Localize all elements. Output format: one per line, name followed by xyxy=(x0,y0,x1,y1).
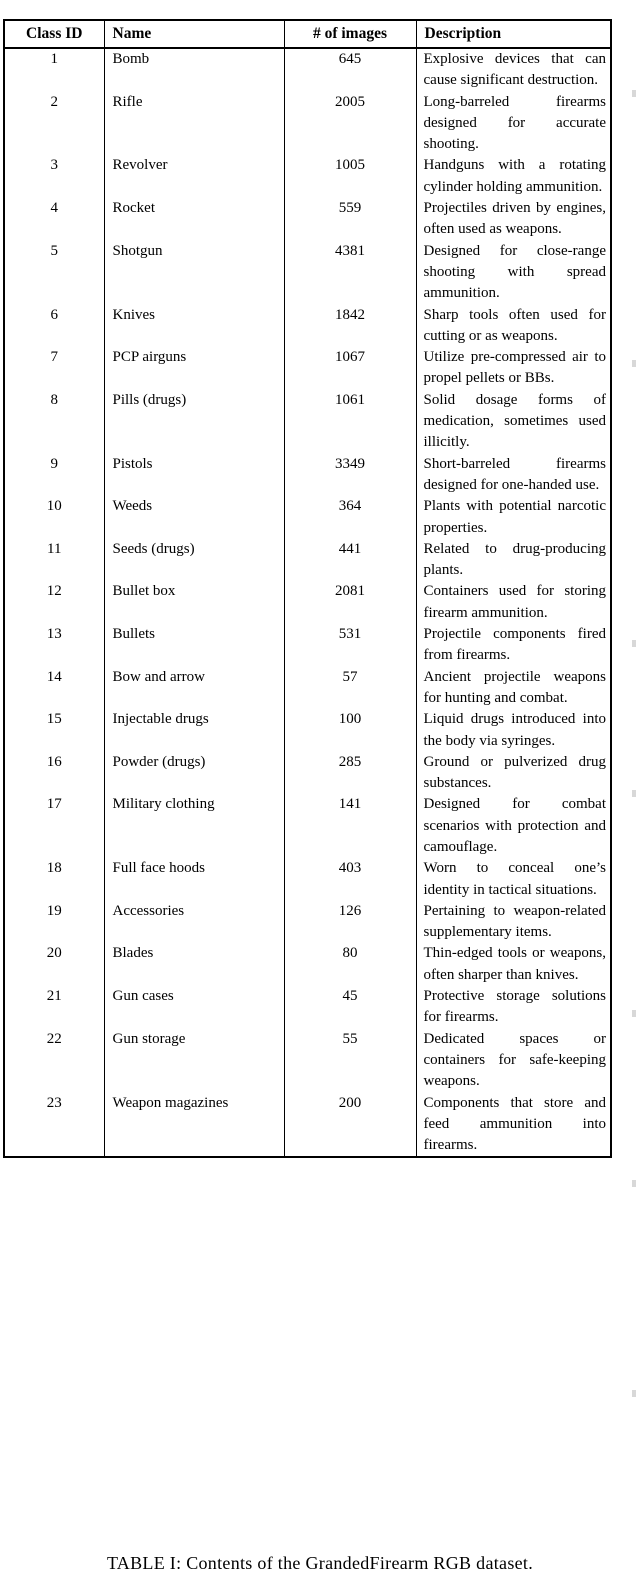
table-row xyxy=(4,539,611,582)
cell-num-images: 1067 xyxy=(284,347,416,390)
cell-num-images: 403 xyxy=(284,858,416,901)
page-edge-mark xyxy=(632,1390,636,1397)
table-row xyxy=(4,986,611,1029)
cell-num-images: 141 xyxy=(284,794,416,858)
table-header-row xyxy=(4,20,611,48)
cell-num-images: 531 xyxy=(284,624,416,667)
cell-class-id: 21 xyxy=(4,986,104,1029)
page-edge-mark xyxy=(632,90,636,97)
cell-num-images: 2081 xyxy=(284,581,416,624)
page-edge-mark xyxy=(632,360,636,367)
cell-name: Injectable drugs xyxy=(104,709,284,752)
cell-name: Bullets xyxy=(104,624,284,667)
cell-description: Handguns with a rotating cylinder holding ammunition. xyxy=(423,157,606,195)
cell-class-id: 3 xyxy=(4,155,104,198)
cell-name: Powder (drugs) xyxy=(104,752,284,795)
cell-num-images: 364 xyxy=(284,496,416,539)
cell-name: Weapon magazines xyxy=(104,1093,284,1158)
cell-class-id: 15 xyxy=(4,709,104,752)
page-edge-mark xyxy=(632,1010,636,1017)
cell-name: Pills (drugs) xyxy=(104,390,284,454)
table-row xyxy=(4,155,611,198)
cell-class-id: 19 xyxy=(4,901,104,944)
table-row xyxy=(4,901,611,944)
cell-name: Revolver xyxy=(104,155,284,198)
table-row xyxy=(4,581,611,624)
cell-name: Seeds (drugs) xyxy=(104,539,284,582)
cell-name: Bullet box xyxy=(104,581,284,624)
cell-num-images: 441 xyxy=(284,539,416,582)
cell-name: Blades xyxy=(104,943,284,986)
cell-num-images: 2005 xyxy=(284,92,416,156)
cell-name: Gun cases xyxy=(104,986,284,1029)
table-row xyxy=(4,943,611,986)
table-row xyxy=(4,198,611,241)
table-row xyxy=(4,752,611,795)
table-row xyxy=(4,347,611,390)
cell-name: Weeds xyxy=(104,496,284,539)
cell-class-id: 14 xyxy=(4,667,104,710)
table-row xyxy=(4,48,611,92)
cell-description: Liquid drugs introduced into the body via syringes. xyxy=(423,711,606,749)
cell-name: Military clothing xyxy=(104,794,284,858)
cell-class-id: 8 xyxy=(4,390,104,454)
table-row xyxy=(4,624,611,667)
cell-class-id: 20 xyxy=(4,943,104,986)
table-row xyxy=(4,241,611,305)
table-row xyxy=(4,858,611,901)
cell-class-id: 2 xyxy=(4,92,104,156)
cell-num-images: 55 xyxy=(284,1029,416,1093)
cell-name: Rifle xyxy=(104,92,284,156)
cell-num-images: 126 xyxy=(284,901,416,944)
table-row xyxy=(4,92,611,156)
cell-name: Pistols xyxy=(104,454,284,497)
cell-name: Knives xyxy=(104,305,284,348)
cell-description: Solid dosage forms of medication, sometimes used illicitly. xyxy=(423,391,606,451)
cell-num-images: 1005 xyxy=(284,155,416,198)
cell-num-images: 4381 xyxy=(284,241,416,305)
table-body xyxy=(4,48,611,1157)
table-header xyxy=(4,20,611,48)
cell-name: Full face hoods xyxy=(104,858,284,901)
page-edge-mark xyxy=(632,1180,636,1187)
cell-num-images: 1842 xyxy=(284,305,416,348)
column-header-num-images: # of images xyxy=(284,20,416,48)
cell-num-images: 45 xyxy=(284,986,416,1029)
cell-num-images: 1061 xyxy=(284,390,416,454)
cell-description: Plants with potential narcotic properties. xyxy=(423,498,606,536)
cell-name: Shotgun xyxy=(104,241,284,305)
table-row xyxy=(4,390,611,454)
table-row xyxy=(4,496,611,539)
cell-description: Dedicated spaces or containers for safe-keeping weapons. xyxy=(423,1030,606,1090)
cell-class-id: 6 xyxy=(4,305,104,348)
cell-class-id: 11 xyxy=(4,539,104,582)
cell-description: Explosive devices that can cause significant destruction. xyxy=(423,51,606,89)
cell-class-id: 10 xyxy=(4,496,104,539)
cell-num-images: 3349 xyxy=(284,454,416,497)
cell-description: Long-barreled firearms designed for accurate shooting. xyxy=(423,93,606,153)
dataset-table-container xyxy=(3,19,610,1158)
table-row xyxy=(4,454,611,497)
cell-class-id: 1 xyxy=(4,48,104,92)
cell-class-id: 4 xyxy=(4,198,104,241)
cell-name: Bow and arrow xyxy=(104,667,284,710)
cell-num-images: 80 xyxy=(284,943,416,986)
cell-description: Containers used for storing firearm ammunition. xyxy=(423,583,606,621)
cell-class-id: 9 xyxy=(4,454,104,497)
table-row xyxy=(4,1029,611,1093)
cell-class-id: 7 xyxy=(4,347,104,390)
cell-class-id: 16 xyxy=(4,752,104,795)
cell-description: Pertaining to weapon-related supplementary items. xyxy=(423,902,606,941)
cell-class-id: 5 xyxy=(4,241,104,305)
cell-class-id: 13 xyxy=(4,624,104,667)
cell-num-images: 57 xyxy=(284,667,416,710)
table-row xyxy=(4,709,611,752)
cell-class-id: 17 xyxy=(4,794,104,858)
cell-class-id: 12 xyxy=(4,581,104,624)
cell-name: Gun storage xyxy=(104,1029,284,1093)
column-header-description: Description xyxy=(416,20,611,48)
cell-description: Related to drug-producing plants. xyxy=(423,540,606,579)
column-header-name: Name xyxy=(104,20,284,48)
cell-class-id: 18 xyxy=(4,858,104,901)
cell-description: Ground or pulverized drug substances. xyxy=(423,753,606,792)
cell-description: Ancient projectile weapons for hunting and combat. xyxy=(423,668,606,706)
cell-name: Accessories xyxy=(104,901,284,944)
page-edge-mark xyxy=(632,640,636,647)
cell-description: Thin-edged tools or weapons, often sharper than knives. xyxy=(423,945,606,983)
cell-num-images: 559 xyxy=(284,198,416,241)
cell-name: Bomb xyxy=(104,48,284,92)
column-header-class-id: Class ID xyxy=(4,20,104,48)
cell-num-images: 285 xyxy=(284,752,416,795)
cell-name: Rocket xyxy=(104,198,284,241)
cell-name: PCP airguns xyxy=(104,347,284,390)
table-row xyxy=(4,305,611,348)
table-row xyxy=(4,794,611,858)
cell-description: Utilize pre-compressed air to propel pellets or BBs. xyxy=(423,349,606,387)
cell-num-images: 200 xyxy=(284,1093,416,1158)
cell-class-id: 23 xyxy=(4,1093,104,1158)
cell-num-images: 100 xyxy=(284,709,416,752)
cell-class-id: 22 xyxy=(4,1029,104,1093)
table-row xyxy=(4,1093,611,1158)
table-caption: TABLE I: Contents of the GrandedFirearm RGB dataset. xyxy=(106,1553,534,1573)
cell-description: Worn to conceal one’s identity in tactical situations. xyxy=(423,860,606,898)
cell-description: Projectiles driven by engines, often used as weapons. xyxy=(423,200,606,238)
dataset-table xyxy=(3,19,612,1158)
cell-description: Short-barreled firearms designed for one-handed use. xyxy=(423,455,606,493)
cell-description: Sharp tools often used for cutting or as weapons. xyxy=(423,306,606,344)
cell-description: Projectile components fired from firearms. xyxy=(423,626,606,664)
cell-num-images: 645 xyxy=(284,48,416,92)
cell-description: Designed for combat scenarios with protection and camouflage. xyxy=(423,796,606,855)
page-edge-mark xyxy=(632,790,636,797)
table-row xyxy=(4,667,611,710)
cell-description: Designed for close-range shooting with spread ammunition. xyxy=(423,242,606,302)
cell-description: Protective storage solutions for firearms. xyxy=(423,988,606,1026)
cell-description: Components that store and feed ammunition into firearms. xyxy=(423,1094,606,1154)
